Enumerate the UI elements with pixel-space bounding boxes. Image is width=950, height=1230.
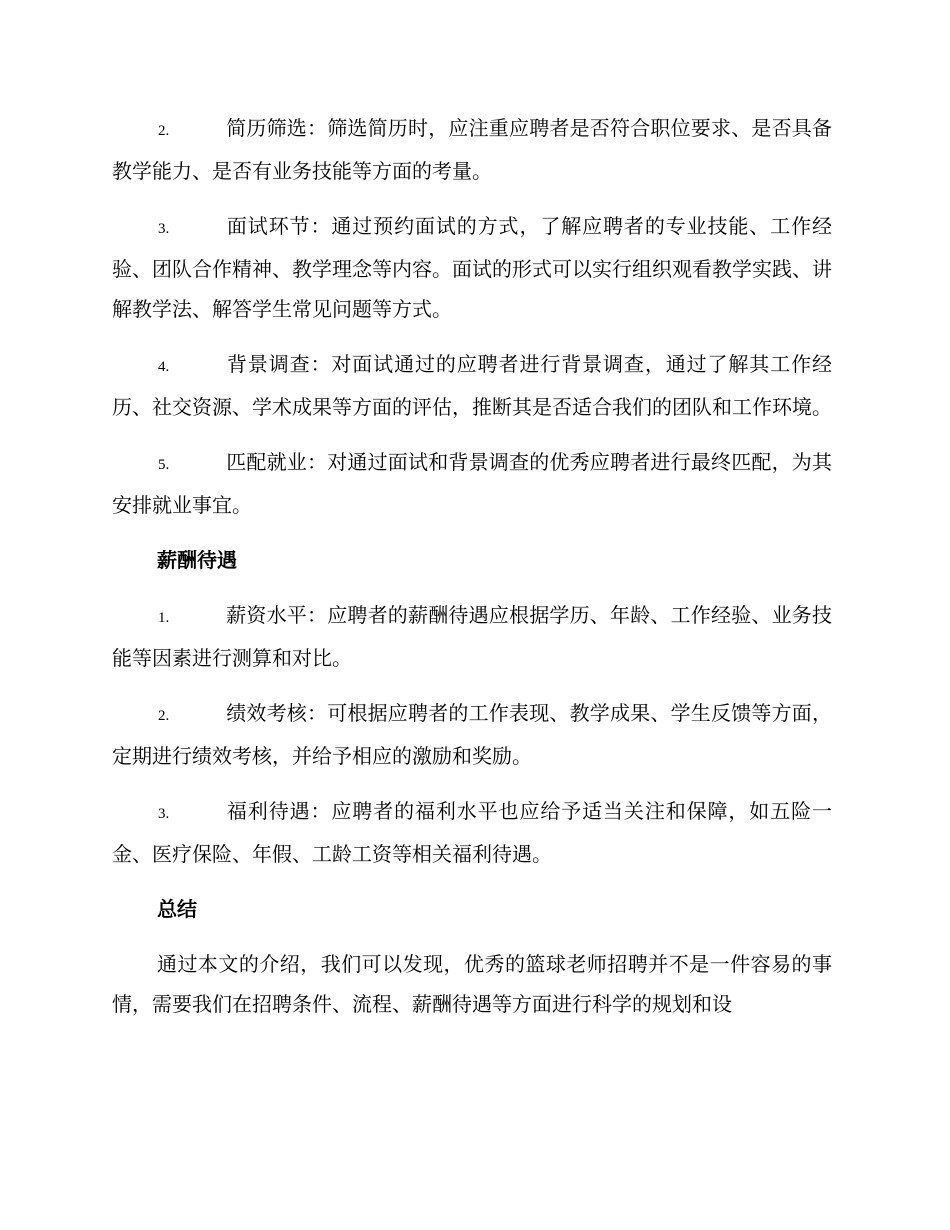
list-item-text: 匹配就业：对通过面试和背景调查的优秀应聘者进行最终匹配，为其安排就业事宜。: [112, 450, 832, 517]
list-item-number: 5.: [158, 457, 170, 473]
list-item-number: 1.: [158, 610, 170, 626]
list-item-number: 3.: [158, 806, 170, 822]
list-item-performance-review: [112, 693, 832, 776]
list-item-text: 背景调查：对面试通过的应聘者进行背景调查，通过了解其工作经历、社交资源、学术成果等方面的评估，推断其是否适合我们的团队和工作环境。: [112, 352, 832, 419]
list-item-text: 简历筛选：筛选简历时，应注重应聘者是否符合职位要求、是否具备教学能力、是否有业务技能等方面的考量。: [112, 116, 832, 183]
list-item-interview: [112, 206, 832, 329]
list-item-text: 福利待遇：应聘者的福利水平也应给予适当关注和保障，如五险一金、医疗保险、年假、工龄工资等相关福利待遇。: [112, 799, 832, 866]
list-item-benefits: [112, 791, 832, 874]
list-item-resume-screening: [112, 108, 832, 191]
list-item-number: 4.: [158, 359, 170, 375]
section-heading-summary: 总结: [157, 897, 197, 921]
list-item-text: 面试环节：通过预约面试的方式，了解应聘者的专业技能、工作经验、团队合作精神、教学理念等内容。面试的形式可以实行组织观看教学实践、讲解教学法、解答学生常见问题等方式。: [112, 214, 832, 321]
summary-paragraph: 通过本文的介绍，我们可以发现，优秀的篮球老师招聘并不是一件容易的事情，需要我们在招聘条件、流程、薪酬待遇等方面进行科学的规划和设: [112, 952, 832, 1016]
list-item-background-check: [112, 344, 832, 427]
section-heading-salary: 薪酬待遇: [157, 548, 237, 572]
list-item-job-matching: [112, 442, 832, 525]
document-content: [112, 108, 832, 1024]
list-item-number: 3.: [158, 221, 170, 237]
list-item-text: 绩效考核：可根据应聘者的工作表现、教学成果、学生反馈等方面，定期进行绩效考核，并给予相应的激励和奖励。: [112, 701, 832, 768]
list-item-text: 薪资水平：应聘者的薪酬待遇应根据学历、年龄、工作经验、业务技能等因素进行测算和对比。: [112, 603, 832, 670]
list-item-number: 2.: [158, 123, 170, 139]
list-item-salary-level: [112, 595, 832, 678]
list-item-number: 2.: [158, 708, 170, 724]
